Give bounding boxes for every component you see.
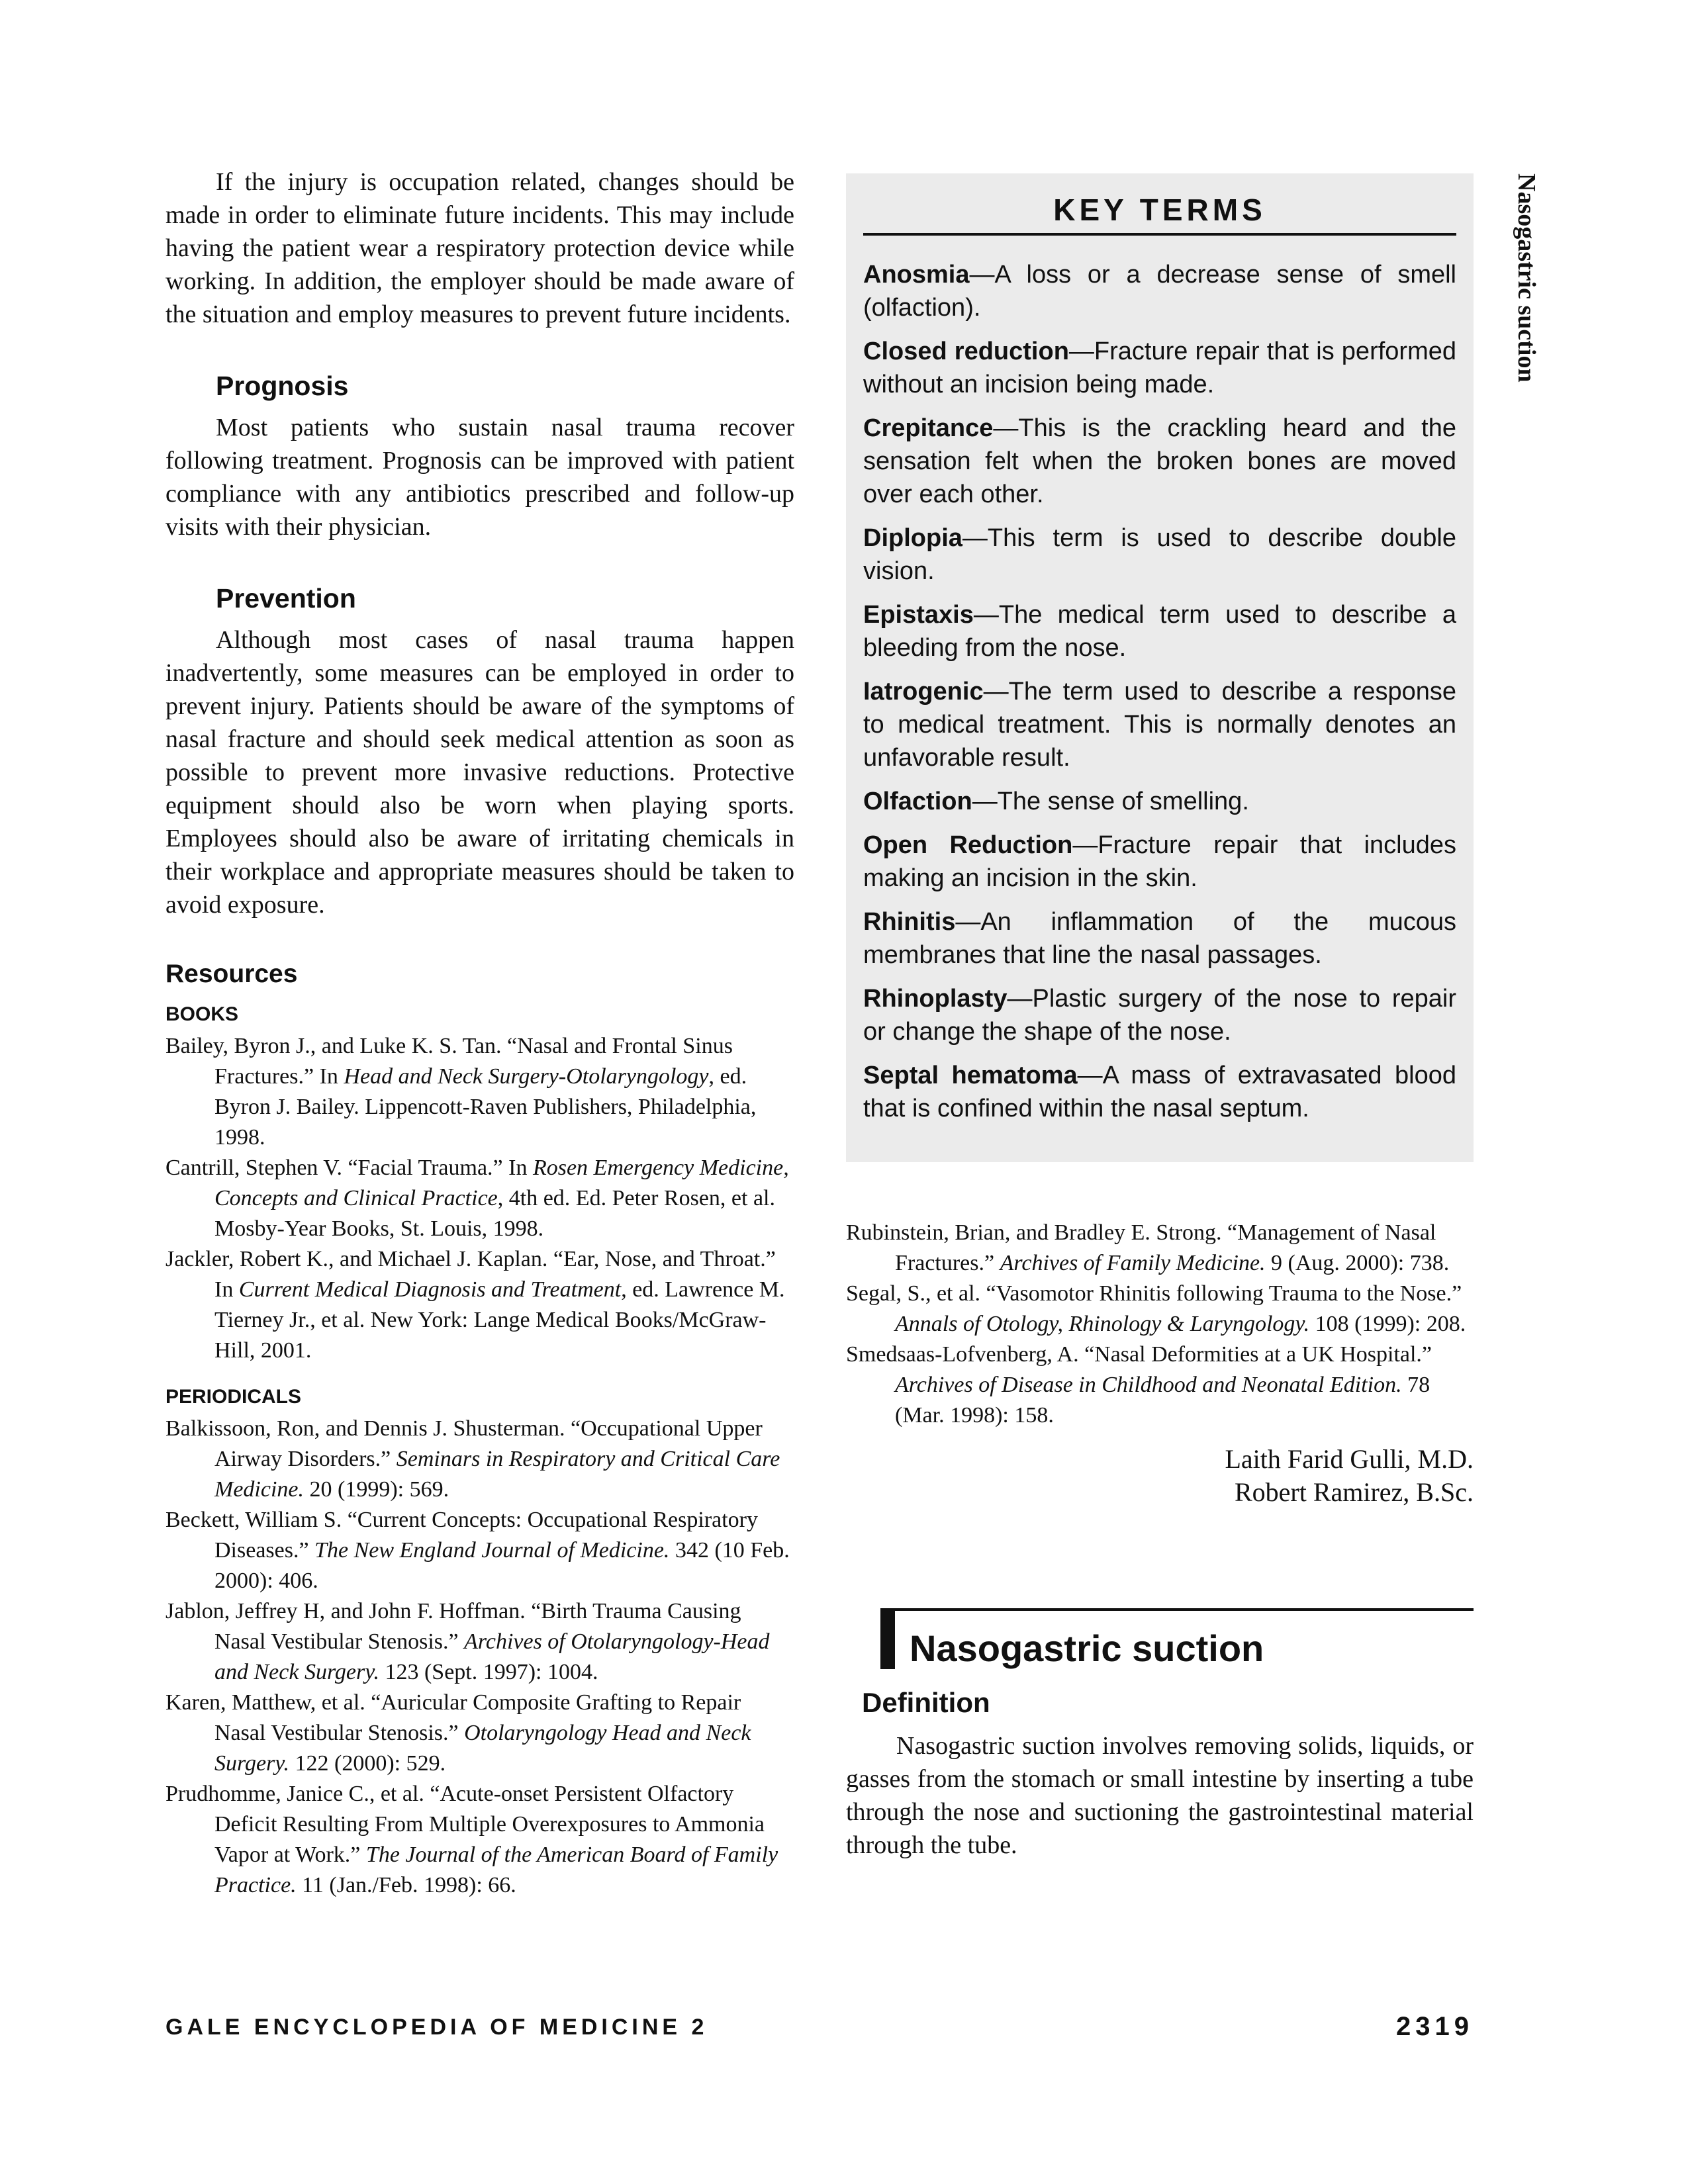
key-term: Anosmia—A loss or a decrease sense of smell (olfaction). bbox=[863, 261, 1456, 322]
footer-publication: GALE ENCYCLOPEDIA OF MEDICINE 2 bbox=[165, 2015, 708, 2040]
side-tab-label: Nasogastric suction bbox=[1513, 173, 1540, 383]
article-rule bbox=[880, 1608, 1474, 1611]
key-term: Crepitance—This is the crackling heard and the sensation felt when the broken bones are moved over each other. bbox=[863, 414, 1456, 508]
periodicals-list bbox=[165, 1414, 794, 1901]
authors bbox=[846, 1443, 1474, 1509]
definition-heading: Definition bbox=[862, 1687, 990, 1718]
key-term: Closed reduction—Fracture repair that is performed without an incision being made. bbox=[863, 338, 1456, 398]
article-title: Nasogastric suction bbox=[910, 1627, 1264, 1669]
reference-item: Jablon, Jeffrey H, and John F. Hoffman. “Birth Trauma Causing Nasal Vestibular Stenosis.” Archives of Otolaryngology-Head and Neck Surgery. 123 (Sept. 1997): 1004. bbox=[165, 1599, 770, 1684]
intro-paragraph: If the injury is occupation related, changes should be made in order to eliminate future incidents. This may include having the patient wear a respiratory protection device while working. In addition, the employer should be made aware of the situation and employ measures to prevent future incidents. bbox=[165, 168, 794, 328]
periodicals-heading: PERIODICALS bbox=[165, 1386, 302, 1408]
reference-item: Cantrill, Stephen V. “Facial Trauma.” In Rosen Emergency Medicine, Concepts and Clinical Practice, 4th ed. Ed. Peter Rosen, et al. Mosby-Year Books, St. Louis, 1998. bbox=[165, 1156, 789, 1241]
author-name: Laith Farid Gulli, M.D. bbox=[1225, 1444, 1474, 1474]
prognosis-paragraph: Most patients who sustain nasal trauma recover following treatment. Prognosis can be improved with patient compliance with any antibiotics prescribed and follow-up visits with their physician. bbox=[165, 414, 794, 541]
key-terms-title: KEY TERMS bbox=[863, 192, 1456, 236]
key-term: Rhinitis—An inflammation of the mucous membranes that line the nasal passages. bbox=[863, 908, 1456, 969]
reference-item: Smedsaas-Lofvenberg, A. “Nasal Deformities at a UK Hospital.” Archives of Disease in Childhood and Neonatal Edition. 78 (Mar. 1998): 158. bbox=[846, 1342, 1432, 1428]
key-term: Diplopia—This term is used to describe double vision. bbox=[863, 524, 1456, 585]
resources-heading: Resources bbox=[165, 960, 298, 988]
right-references bbox=[846, 1218, 1474, 1431]
books-heading: BOOKS bbox=[165, 1003, 239, 1025]
reference-item: Jackler, Robert K., and Michael J. Kaplan. “Ear, Nose, and Throat.” In Current Medical Diagnosis and Treatment, ed. Lawrence M. Tierney Jr., et al. New York: Lange Medical Books/McGraw-Hill, 2001. bbox=[165, 1247, 785, 1363]
prevention-heading: Prevention bbox=[216, 583, 356, 614]
left-column bbox=[165, 165, 794, 1901]
page-number: 2319 bbox=[1396, 2012, 1474, 2041]
author-name: Robert Ramirez, B.Sc. bbox=[1234, 1477, 1474, 1507]
key-term: Rhinoplasty—Plastic surgery of the nose to repair or change the shape of the nose. bbox=[863, 985, 1456, 1046]
article-bar bbox=[880, 1608, 895, 1669]
reference-item: Segal, S., et al. “Vasomotor Rhinitis following Trauma to the Nose.” Annals of Otology, Rhinology & Laryngology. 108 (1999): 208. bbox=[846, 1281, 1466, 1336]
key-terms-list bbox=[863, 258, 1456, 1125]
prognosis-heading: Prognosis bbox=[216, 371, 349, 401]
key-term: Open Reduction—Fracture repair that includes making an incision in the skin. bbox=[863, 831, 1456, 892]
reference-item: Rubinstein, Brian, and Bradley E. Strong. “Management of Nasal Fractures.” Archives of Family Medicine. 9 (Aug. 2000): 738. bbox=[846, 1220, 1450, 1275]
reference-item: Karen, Matthew, et al. “Auricular Composite Grafting to Repair Nasal Vestibular Stenosis.” Otolaryngology Head and Neck Surgery. 122 (2000): 529. bbox=[165, 1690, 751, 1776]
right-column bbox=[846, 173, 1474, 1862]
definition-paragraph: Nasogastric suction involves removing solids, liquids, or gasses from the stomach or small intestine by inserting a tube through the nose and suctioning the gastrointestinal material through the tube. bbox=[846, 1732, 1474, 1859]
reference-item: Prudhomme, Janice C., et al. “Acute-onset Persistent Olfactory Deficit Resulting From Multiple Overexposures to Ammonia Vapor at Work.” The Journal of the American Board of Family Practice. 11 (Jan./Feb. 1998): 66. bbox=[165, 1782, 778, 1897]
books-list bbox=[165, 1031, 794, 1366]
reference-item: Bailey, Byron J., and Luke K. S. Tan. “Nasal and Frontal Sinus Fractures.” In Head and Neck Surgery-Otolaryngology, ed. Byron J. Bailey. Lippencott-Raven Publishers, Philadelphia, 1998. bbox=[165, 1034, 757, 1150]
nasogastric-article bbox=[846, 1608, 1474, 1862]
reference-item: Balkissoon, Ron, and Dennis J. Shusterman. “Occupational Upper Airway Disorders.” Seminars in Respiratory and Critical Care Medicine. 20 (1999): 569. bbox=[165, 1416, 780, 1502]
key-terms-box bbox=[846, 173, 1474, 1162]
prevention-paragraph: Although most cases of nasal trauma happen inadvertently, some measures can be employed in order to prevent injury. Patients should be aware of the symptoms of nasal fracture and should seek medical attention as soon as possible to prevent more invasive reductions. Protective equipment should also be worn when playing sports. Employees should also be aware of irritating chemicals in their workplace and appropriate measures should be taken to avoid exposure. bbox=[165, 626, 794, 919]
side-tab bbox=[1509, 173, 1542, 425]
key-term: Septal hematoma—A mass of extravasated blood that is confined within the nasal septum. bbox=[863, 1062, 1456, 1122]
reference-item: Beckett, William S. “Current Concepts: Occupational Respiratory Diseases.” The New England Journal of Medicine. 342 (10 Feb. 2000): 406. bbox=[165, 1508, 790, 1593]
key-term: Olfaction—The sense of smelling. bbox=[863, 788, 1249, 815]
key-term: Iatrogenic—The term used to describe a response to medical treatment. This is normally denotes an unfavorable result. bbox=[863, 678, 1456, 772]
key-term: Epistaxis—The medical term used to describe a bleeding from the nose. bbox=[863, 601, 1456, 662]
